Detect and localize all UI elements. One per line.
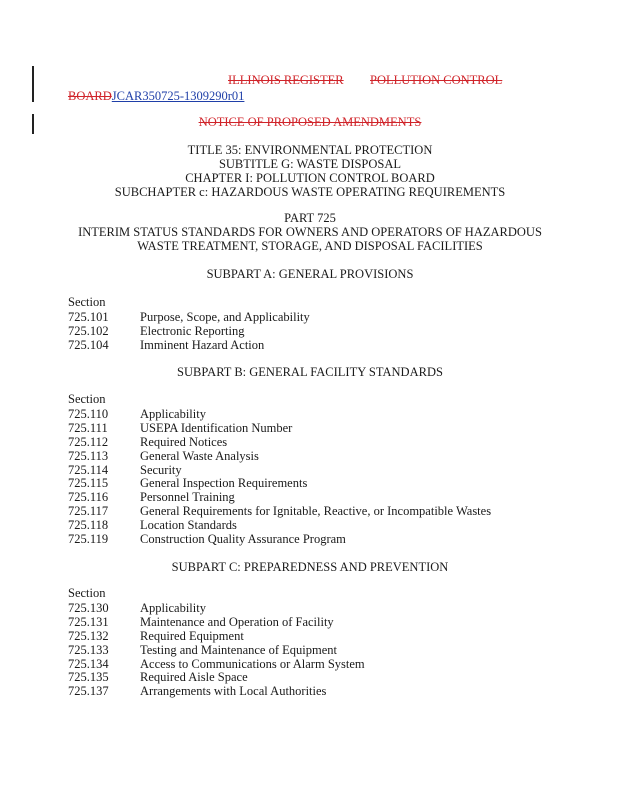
title-line: TITLE 35: ENVIRONMENTAL PROTECTION [187,143,433,157]
part-number: PART 725 [284,211,336,225]
subpart-c-title: SUBPART C: PREPAREDNESS AND PREVENTION [171,560,449,574]
section-row: 725.116 Personnel Training [68,490,235,505]
section-row: 725.118 Location Standards [68,518,237,533]
section-row: 725.112 Required Notices [68,434,228,449]
section-row: 725.111 USEPA Identification Number [68,420,293,435]
section-row: 725.133 Testing and Maintenance of Equipment [68,642,337,657]
section-label: Section [68,295,106,309]
deleted-prefix: BOARD [68,89,112,103]
section-row: 725.104 Imminent Hazard Action [68,337,265,352]
section-label: Section [68,392,106,406]
register-header [68,72,568,104]
title-block [0,143,620,199]
section-row: 725.135 Required Aisle Space [68,670,248,685]
part-name-line1: INTERIM STATUS STANDARDS FOR OWNERS AND OPERATORS OF HAZARDOUS [78,225,542,239]
section-row: 725.114 Security [68,462,182,477]
section-row: 725.130 Applicability [68,600,206,615]
subpart-b-title: SUBPART B: GENERAL FACILITY STANDARDS [177,365,443,379]
part-name-line2: WASTE TREATMENT, STORAGE, AND DISPOSAL FACILITIES [137,239,483,253]
subtitle-line: SUBTITLE G: WASTE DISPOSAL [218,157,402,171]
change-bar [32,66,34,102]
section-row: 725.132 Required Equipment [68,628,244,643]
notice-heading: NOTICE OF PROPOSED AMENDMENTS [198,115,422,129]
register-label: ILLINOIS REGISTER [228,73,344,87]
section-row: 725.134 Access to Communications or Alarm System [68,656,365,671]
subpart-c-sections [68,587,365,699]
subpart-a-title: SUBPART A: GENERAL PROVISIONS [206,267,414,281]
section-row: 725.102 Electronic Reporting [68,323,245,338]
section-row: 725.131 Maintenance and Operation of Facility [68,614,334,629]
subpart-b-sections [68,393,491,547]
section-row: 725.117 General Requirements for Ignitable, Reactive, or Incompatible Wastes [68,504,492,519]
section-row: 725.115 General Inspection Requirements [68,476,308,491]
section-row: 725.119 Construction Quality Assurance Program [68,532,346,547]
section-row: 725.101 Purpose, Scope, and Applicability [68,309,310,324]
subpart-a-sections [68,296,310,353]
section-label: Section [68,586,106,600]
section-row: 725.113 General Waste Analysis [68,448,259,463]
jcar-code: JCAR350725-1309290r01 [111,89,245,103]
section-row: 725.137 Arrangements with Local Authorities [68,684,327,699]
chapter-line: CHAPTER I: POLLUTION CONTROL BOARD [185,171,435,185]
part-block [0,211,620,253]
section-row: 725.110 Applicability [68,406,206,421]
subchapter-line: SUBCHAPTER c: HAZARDOUS WASTE OPERATING REQUIREMENTS [114,185,506,199]
agency-label: POLLUTION CONTROL [370,73,503,87]
